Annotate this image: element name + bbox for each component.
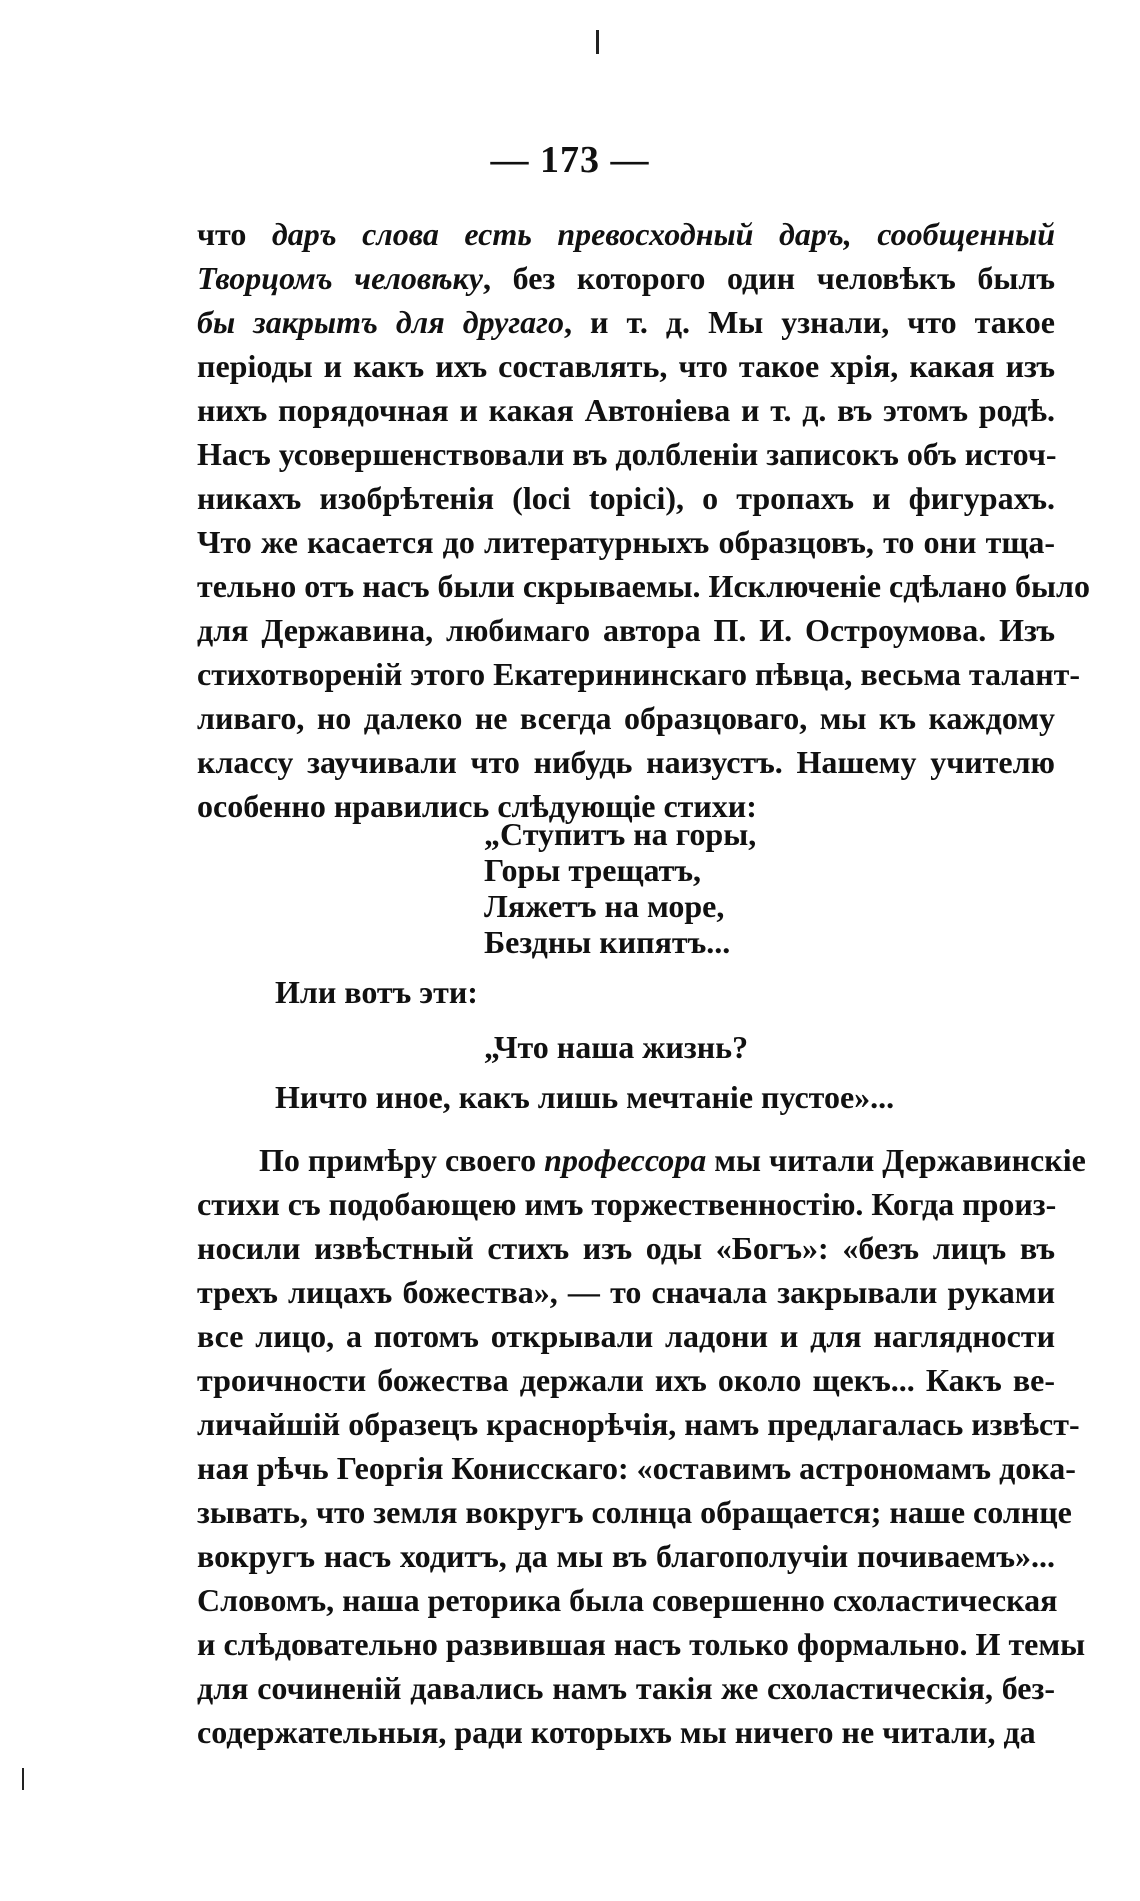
text-line <box>197 300 1055 344</box>
text-line <box>197 1710 1055 1754</box>
poem-line: Бездны кипятъ... <box>484 924 731 960</box>
text-line <box>197 344 1055 388</box>
text-line <box>197 520 1055 564</box>
text-run: вокругъ насъ ходитъ, да мы въ благополучіи почиваемъ»... <box>197 1538 1055 1574</box>
italic-run: бы закрытъ для другаго <box>197 304 564 340</box>
text-run: зывать, что земля вокругъ солнца обращается; наше солнце <box>197 1494 1072 1530</box>
text-run: ная рѣчь Георгія Конисскаго: «оставимъ астрономамъ дока- <box>197 1450 1076 1486</box>
text-line <box>197 740 1055 784</box>
poem-2-line-1: „Что наша жизнь? <box>484 1029 749 1065</box>
paragraph-2 <box>197 1138 1086 1754</box>
poem-line: „Ступитъ на горы, <box>484 816 757 852</box>
paragraph-1 <box>197 212 1090 828</box>
text-run: что <box>197 216 272 252</box>
text-run: содержательныя, ради которыхъ мы ничего не читали, да <box>197 1714 1036 1750</box>
text-line <box>197 1490 1072 1534</box>
text-run: особенно нравились слѣдующіе стихи: <box>197 788 757 824</box>
text-line <box>197 696 1055 740</box>
text-run: , и т. д. Мы узнали, что такое <box>564 304 1056 340</box>
text-line <box>197 388 1055 432</box>
text-line <box>197 1622 1086 1666</box>
text-run: ливаго, но далеко не всегда образцоваго, мы къ каждому <box>197 700 1055 736</box>
text-line <box>197 608 1055 652</box>
text-run: мы читали Державинскіе <box>706 1142 1086 1178</box>
poem-1 <box>484 816 756 960</box>
text-run: Насъ усовершенствовали въ долбленіи записокъ объ источ- <box>197 436 1057 472</box>
text-line <box>197 1226 1055 1270</box>
text-run: никахъ изобрѣтенія (loci topici), о тропахъ и фигурахъ. <box>197 480 1055 516</box>
text-line <box>197 1358 1055 1402</box>
text-run: все лицо, а потомъ открывали ладони и для наглядности <box>197 1318 1055 1354</box>
text-run: нихъ порядочная и какая Автоніева и т. д. въ этомъ родѣ. <box>197 392 1055 428</box>
text-run: По примѣру своего <box>259 1142 545 1178</box>
text-run: Что же касается до литературныхъ образцовъ, то они тща- <box>197 524 1055 560</box>
text-line <box>197 1138 1086 1182</box>
page-number: — 173 — <box>490 139 650 181</box>
text-run: тельно отъ насъ были скрываемы. Исключеніе сдѣлано было <box>197 568 1090 604</box>
text-run: трехъ лицахъ божества», — то сначала закрывали руками <box>197 1274 1055 1310</box>
italic-run: даръ слова есть превосходный даръ, сообщенный <box>271 216 1056 252</box>
poem-2-line-2: Ничто иное, какъ лишь мечтаніе пустое»... <box>275 1079 895 1115</box>
text-run: для Державина, любимаго автора П. И. Остроумова. Изъ <box>197 612 1055 648</box>
text-run: для сочиненій давались намъ такія же схоластическія, без- <box>197 1670 1055 1706</box>
poem-line: Ляжетъ на море, <box>484 888 725 924</box>
italic-run: Творцомъ человѣку <box>197 260 483 296</box>
text-run: классу заучивали что нибудь наизустъ. Нашему учителю <box>197 744 1055 780</box>
text-line <box>197 1270 1055 1314</box>
text-run: стихотвореній этого Екатерининскаго пѣвца, весьма талант- <box>197 656 1081 692</box>
text-run: стихи съ подобающею имъ торжественностію. Когда произ- <box>197 1186 1057 1222</box>
text-run: носили извѣстный стихъ изъ оды «Богъ»: «безъ лицъ въ <box>197 1230 1055 1266</box>
text-line <box>197 652 1081 696</box>
text-run: личайшій образецъ краснорѣчія, намъ предлагалась извѣст- <box>197 1406 1080 1442</box>
text-line <box>197 1578 1058 1622</box>
top-margin-mark <box>596 30 599 54</box>
text-line <box>197 476 1055 520</box>
text-line <box>197 1402 1080 1446</box>
left-margin-mark <box>22 1768 24 1790</box>
text-line <box>197 1666 1055 1710</box>
text-run: троичности божества держали ихъ около щекъ... Какъ ве- <box>197 1362 1055 1398</box>
text-line <box>197 256 1055 300</box>
italic-run: профессора <box>544 1142 707 1178</box>
text-line <box>197 212 1055 256</box>
text-run: , без которого один человѣкъ былъ <box>482 260 1056 296</box>
text-run: періоды и какъ ихъ составлять, что такое хрія, какая изъ <box>197 348 1055 384</box>
text-line <box>197 564 1090 608</box>
poem-line: Горы трещатъ, <box>484 852 701 888</box>
text-run: и слѣдовательно развившая насъ только формально. И темы <box>197 1626 1086 1662</box>
text-line <box>197 1446 1076 1490</box>
poem-2-intro: Или вотъ эти: <box>275 974 478 1010</box>
text-run: Словомъ, наша реторика была совершенно схоластическая <box>197 1582 1058 1618</box>
text-line <box>197 1314 1055 1358</box>
text-line <box>197 1182 1055 1226</box>
text-line <box>197 1534 1055 1578</box>
text-line <box>197 432 1055 476</box>
